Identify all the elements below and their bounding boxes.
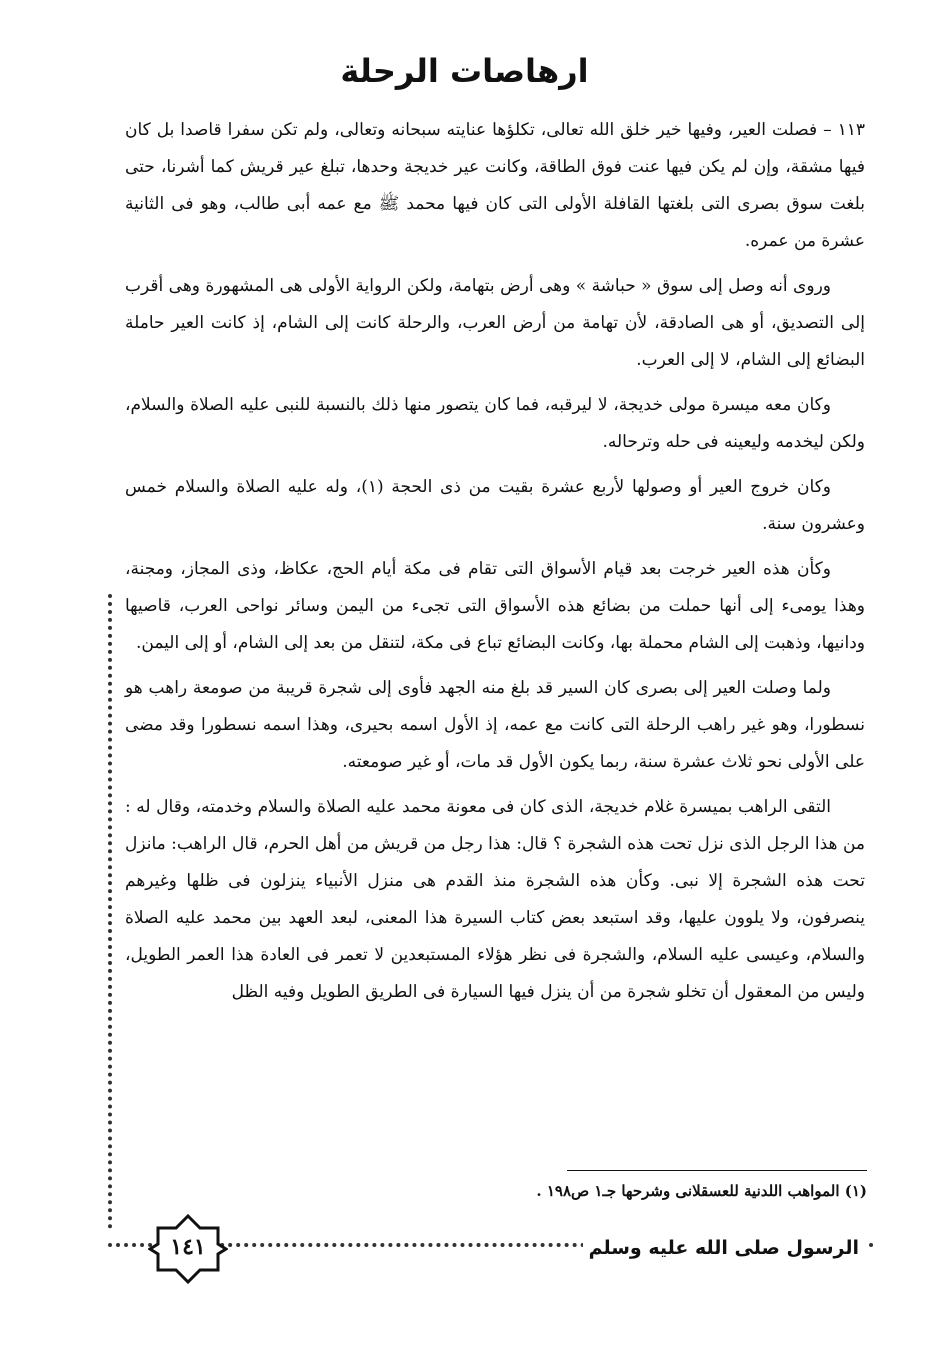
running-footer: الرسول صلى الله عليه وسلم [583, 1237, 865, 1259]
paragraph: وروى أنه وصل إلى سوق « حباشة » وهى أرض بتهامة، ولكن الرواية الأولى هى المشهورة وهى أقرب إلى التصديق، أو هى الصادقة، لأن تهامة من أرض العرب، والرحلة كانت إلى الشام، إذ كانت العير حاملة البضائع إلى الشام، لا إلى العرب. [125, 276, 865, 370]
chapter-title: ارهاصات الرحلة [340, 52, 589, 90]
page-number: ١٤١ [170, 1234, 206, 1260]
paragraph: ١١٣ – فصلت العير، وفيها خير خلق الله تعالى، تكلؤها عنايته سبحانه وتعالى، ولم تكن سفرا قاصدا بل كان فيها مشقة، وإن لم يكن فيها عنت فوق الطاقة، وكانت عير خديجة وحدها، تبلغ عير قريش كما أشرنا، حتى بلغت سوق بصرى التى بلغتها القافلة الأولى التى كان فيها محمد ﷺ مع عمه أبى طالب، وهو فى الثانية عشرة من عمره. [125, 120, 865, 251]
footnote: (١) المواهب اللدنية للعسقلانى وشرحها جـ١ ص١٩٨ . [536, 1182, 867, 1200]
paragraph: التقى الراهب بميسرة غلام خديجة، الذى كان فى معونة محمد عليه الصلاة والسلام وخدمته، وقال له : من هذا الرجل الذى نزل تحت هذه الشجرة ؟ قال: هذا رجل من قريش من أهل الحرم، قال الراهب: مانزل تحت هذه الشجرة إلا نبى. وكأن هذه الشجرة منذ القدم هى منزل الأنبياء ينزلون فى ظلها وغيرهم ينصرفون، ولا يلوون عليها، وقد استبعد بعض كتاب السيرة هذا المعنى، لبعد العهد بين محمد عليه الصلاة والسلام، وعيسى عليه السلام، والشجرة فى نظر هؤلاء المستبعدين لا تعمر فى العادة هذا العمر الطويل، وليس من المعقول أن تخلو شجرة من أن ينزل فيها السيارة فى الطريق الطويل وفيه الظل [125, 797, 865, 1002]
paragraph: وكان معه ميسرة مولى خديجة، لا ليرقبه، فما كان يتصور منها ذلك بالنسبة للنبى عليه الصلاة والسلام، ولكن ليخدمه وليعينه فى حله وترحاله. [125, 395, 865, 452]
body-text [125, 112, 865, 1019]
footnote-divider [567, 1170, 867, 1171]
paragraph: وكان خروج العير أو وصولها لأربع عشرة بقيت من ذى الحجة (١)، وله عليه الصلاة والسلام خمس وعشرون سنة. [125, 477, 865, 534]
decorative-border-left [108, 594, 112, 1229]
paragraph: ولما وصلت العير إلى بصرى كان السير قد بلغ منه الجهد فأوى إلى شجرة قريبة من صومعة راهب هو نسطورا، وهو غير راهب الرحلة التى كانت مع عمه، إذ الأول اسمه بحيرى، وهذا اسمه نسطورا وقد مضى على الأولى نحو ثلاث عشرة سنة، ربما يكون الأول قد مات، أو غير صومعته. [125, 678, 865, 772]
paragraph: وكأن هذه العير خرجت بعد قيام الأسواق التى تقام فى مكة أيام الحج، عكاظ، وذى المجاز، ومجنة، وهذا يومىء إلى أنها حملت من بضائع هذه الأسواق التى تجىء من اليمن وسائر نواحى العرب، قاصيها ودانيها، وذهبت إلى الشام محملة بها، وكانت البضائع تباع فى مكة، لتنقل من بعد إلى الشام، أو إلى اليمن. [125, 559, 865, 653]
